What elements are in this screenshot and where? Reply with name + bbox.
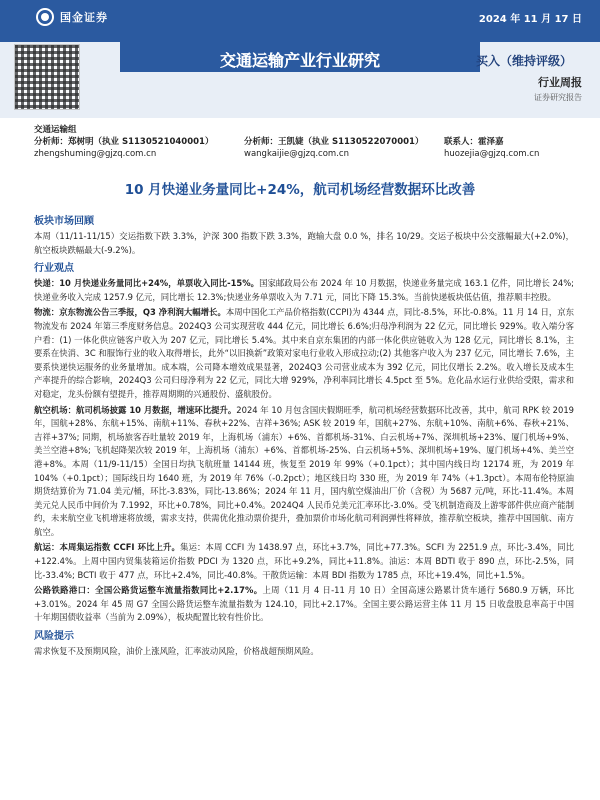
- express-paragraph: 快递：10 月快递业务量同比+24%，单票收入同比-15%。国家邮政局公布 2024 年 10 月数据，快递业务量完成 163.1 亿件，同比增长 24%;快递业务收入完成 1257.9 亿元，同比增长 12.3%;快递业务单票收入为 7.71 元，同比下降 15.3%。当前快递板块低估值，推荐顺丰控股。: [34, 278, 574, 302]
- brand-name: 国金证券: [60, 11, 108, 24]
- shipping-paragraph: 航运：本周集运指数 CCFI 环比上升。集运：本周 CCFI 为 1438.97 点，环比+3.7%，同比+77.3%。SCFI 为 2251.9 点，环比-3.4%，同比+122.4%。上周中国内贸集装箱运价指数 PDCI 为 1320 点，环比+9.2%，同比+11.8%。油运：本周 BDTI 收于 890 点，环比-2.5%，同比-33.4%; BCTI 收于 477 点，环比+2.4%，同比-40.8%。干散货运输：本周 BDI 指数为 1785 点，环比+19.4%，同比+1.5%。: [34, 542, 574, 580]
- logistics-paragraph: 物流：京东物流公告三季报，Q3 净利润大幅增长。本周中国化工产品价格指数(CCPI)为 4344 点，同比-8.5%，环比-0.8%。11 月 14 日，京东物流发布 2024 年第三季度财务信息。2024Q3 公司实现营收 444 亿元，同比增长 6.6%;归母净利润为 22 亿元，同比增长 929%。收入端分客户看：(1) 一体化供应链客户收入为 207 亿元，同比增长 5.4%。其中来自京东集团的内部一体化供应链收入为 128 亿元，同比增长 8.1%，主要系在快消、3C 和服饰行业的收入取得增长，此外“以旧换新”政策对家电行业收入形成拉动;(2) 其他客户收入为 237 亿元，同比增长 7.6%，主要系快递快运服务的业务量增加。成本端，公司降本增效成果显著，2024Q3 公司营业成本为 392 亿元，同比仅增长 2.2%。收入增长及成本生产率提升的综合影响，2024Q3 公司归母净利为 22 亿元，同比大增 929%，净利率同比增长 4.5pct 至 5%。危化品水运行业供给受限，需求和对稳定，龙头份额有望提升，推荐周期期的兴通股份、盛航股份。: [34, 307, 574, 399]
- report-body: [34, 212, 574, 661]
- section-title-risk: 风险提示: [34, 631, 74, 643]
- report-header: [0, 0, 600, 118]
- analyst-2: 分析师：王凯婕（执业 S1130522070001）: [244, 137, 424, 147]
- report-subtype: 证券研究报告: [534, 93, 582, 102]
- contact-person: 联系人：霍泽嘉: [444, 137, 504, 147]
- group-name: 交通运输组: [34, 125, 77, 135]
- rating-label: 买入（维持评级）: [475, 54, 572, 68]
- aviation-paragraph: 航空机场：航司机场披露 10 月数据，增速环比提升。2024 年 10 月包含国庆假期旺季，航司机场经营数据环比改善，其中，航司 RPK 较 2019 年，国航+28%、东航+15%、南航+11%、春秋+22%、吉祥+36%; ASK 较 2019 年，国航+27%、东航+10%、南航+6%、春秋+21%、吉祥+37%; 同期，机场旅客吞吐量较 2019 年，上海机场（浦东）+6%、首都机场-31%、白云机场+7%、深圳机场+23%、厦门机场+9%、美兰空港+8%; 飞机起降架次较 2019 年，上海机场（浦东）+6%、首都机场-25%、白云机场+5%、深圳机场+19%、厦门机场+4%、美兰空港+8%。本周（11/9-11/15）全国日均执飞航班量 14144 班，恢复至 2019 年 99%（+0.1pct）；其中国内线日均 12174 班，为 2019 年 104%（+0.1pct）；国际线日均 1640 班，为 2019 年 76%（-0.2pct）；地区线日均 330 班，为 2019 年 74%（+1.3pct）。本周布伦特原油期货结算价为 71.04 美元/桶，环比-3.83%，同比-13.86%；2024 年 11 月，国内航空煤油出厂价（含税）为 5687 元/吨，环比-11.4%。本周美元兑人民币中间价为 7.1992，环比+0.78%，同比+0.4%。2024Q4 人民币兑美元汇率环比-3.0%。受飞机制造商及上游零部件供应商产能制约，未来航空业飞机增速将放缓，需求支持，供需优化推动票价提升，叠加票价市场化航司利润弹性将释放，推荐航空板块，推荐中国国航、南方航空。: [34, 404, 574, 537]
- risk-text: 需求恢复不及预期风险，油价上涨风险，汇率波动风险，价格战超预期风险。: [34, 646, 319, 657]
- report-type: 行业周报: [538, 76, 582, 89]
- email-3[interactable]: huozejia@gjzq.com.cn: [444, 149, 540, 159]
- market-review-text: 本周（11/11-11/15）交运指数下跌 3.3%，沪深 300 指数下跌 3.3%，跑输大盘 0.0 %，排名 10/29。交运子板块中公交涨幅最大(+2.0%)，航空板块跌幅最大(-9.2%)。: [34, 231, 574, 255]
- section-title-view: 行业观点: [34, 263, 74, 275]
- section-title-market: 板块市场回顾: [34, 216, 94, 227]
- email-row: [34, 148, 574, 160]
- analyst-1: 分析师：郑树明（执业 S1130521040001）: [34, 137, 214, 147]
- report-headline: 10 月快递业务量同比+24%，航司机场经营数据环比改善: [124, 182, 476, 198]
- email-1[interactable]: zhengshuming@gjzq.com.cn: [34, 149, 157, 159]
- brand-logo-icon: [36, 8, 54, 26]
- road-paragraph: 公路铁路港口：全国公路货运整车流量指数同比+2.17%。上周（11 月 4 日-11 月 10 日）全国高速公路累计货车通行 5680.9 万辆，环比+3.01%。2024 年 45 周 G7 全国公路货运整车流量指数为 124.10，同比+2.17%。全国主要公路运营主体 11 月 15 日收盘股息率高于中国十年期国债收益率（当前为 2.09%），板块配置比较有性价比。: [34, 585, 575, 623]
- report-date: 2024 年 11 月 17 日: [478, 14, 582, 25]
- analyst-row: [34, 136, 574, 148]
- report-title: 交通运输产业行业研究: [219, 51, 380, 70]
- email-2[interactable]: wangkaijie@gjzq.com.cn: [244, 149, 349, 159]
- brand-logo: [36, 8, 108, 26]
- analyst-info: [34, 124, 574, 160]
